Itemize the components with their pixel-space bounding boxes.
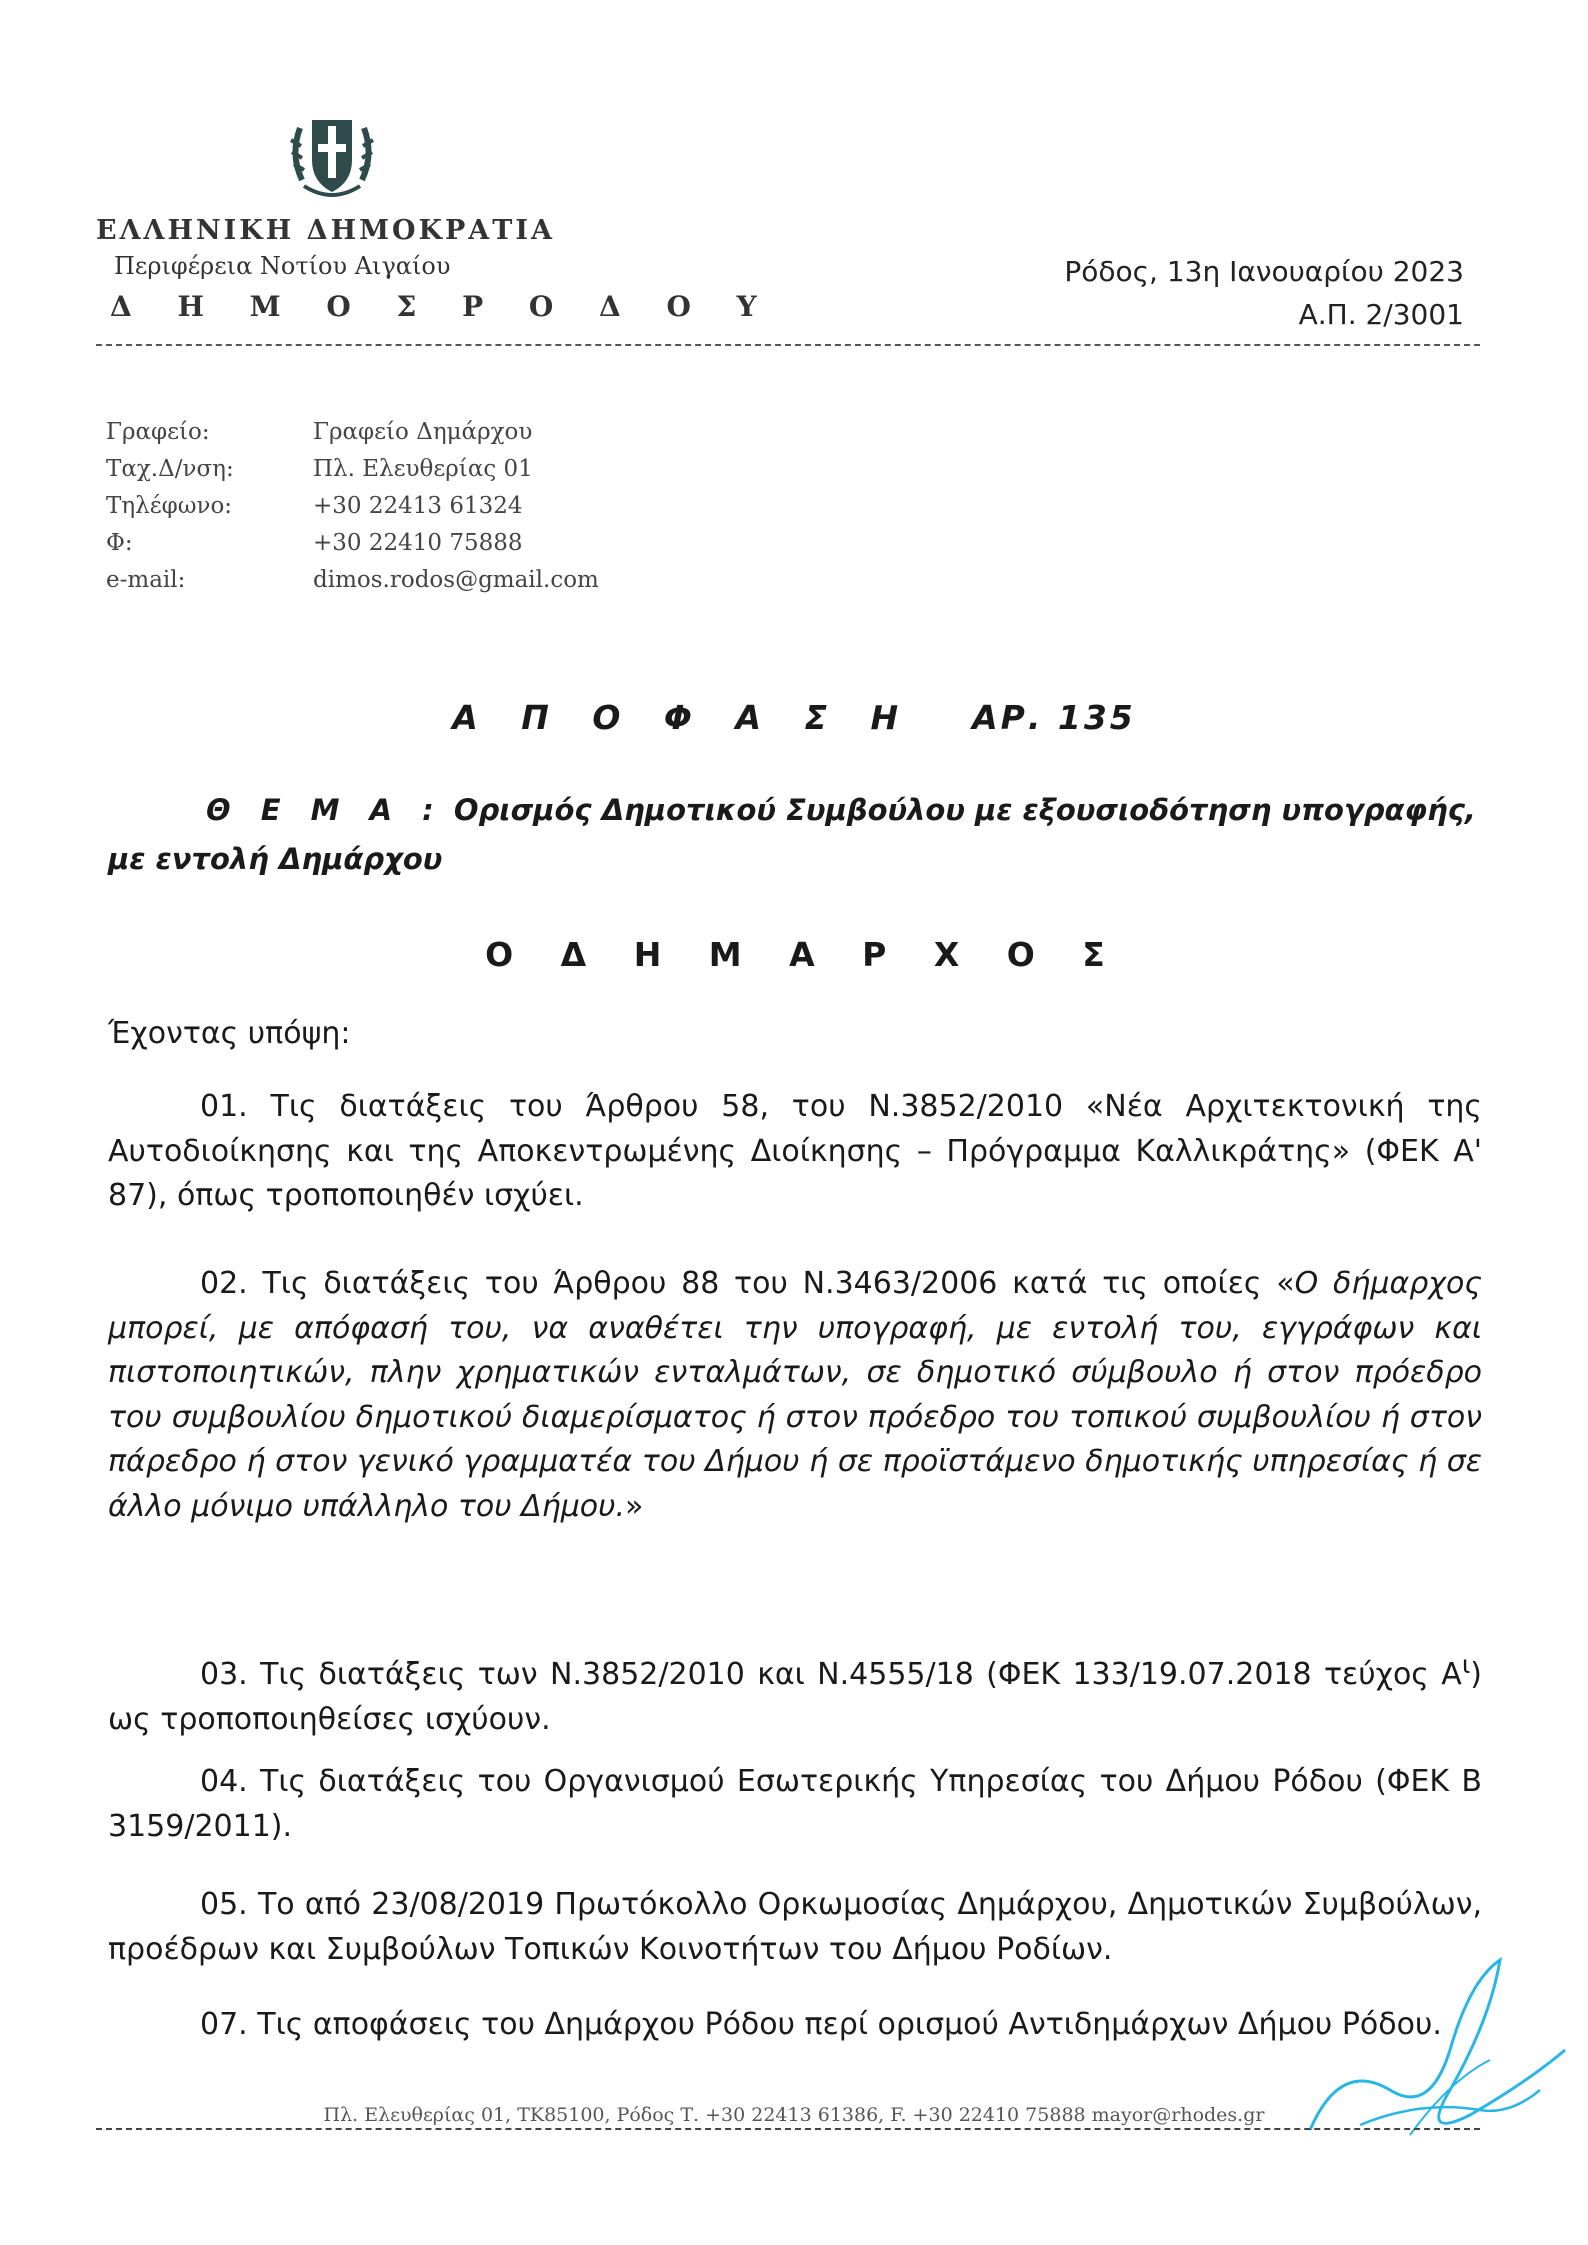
paragraph-02-end: »: [625, 1488, 644, 1524]
municipality-name: Δ Η Μ Ο Σ Ρ Ο Δ Ο Υ: [110, 290, 775, 323]
contact-label: Φ:: [106, 530, 133, 556]
contact-label: e-mail:: [106, 567, 186, 593]
paragraph-04: 04. Τις διατάξεις του Οργανισμού Εσωτερικής Υπηρεσίας του Δήμου Ρόδου (ΦΕΚ Β 3159/2011).: [108, 1764, 1482, 1844]
contact-label: Γραφείο:: [106, 419, 210, 445]
paragraph-07: 07. Τις αποφάσεις του Δημάρχου Ρόδου περί ορισμού Αντιδημάρχων Δήμου Ρόδου.: [200, 2007, 1442, 2042]
subject-text: Ορισμός Δημοτικού Συμβούλου με εξουσιοδότηση υπογραφής, με εντολή Δημάρχου: [108, 793, 1476, 876]
country-name: ΕΛΛΗΝΙΚΗ ΔΗΜΟΚΡΑΤΙΑ: [96, 215, 555, 246]
decision-title-text: Α Π Ο Φ Α Σ Η: [452, 698, 915, 737]
contact-value: Πλ. Ελευθερίας 01: [313, 456, 533, 482]
contact-block: [106, 414, 599, 599]
paragraph-03-end: ) ως τροποποιηθείσες ισχύουν.: [108, 1657, 1482, 1737]
contact-row: [106, 414, 599, 451]
mayor-heading: Ο Δ Η Μ Α Ρ Χ Ο Σ: [485, 935, 1123, 974]
intro-text: Έχοντας υπόψη:: [108, 1016, 351, 1051]
protocol-number: Α.Π. 2/3001: [1298, 298, 1464, 331]
contact-row: [106, 488, 599, 525]
contact-row: [106, 451, 599, 488]
contact-value: Γραφείο Δημάρχου: [313, 419, 533, 445]
paragraph-02-lead: 02. Τις διατάξεις του Άρθρου 88 του Ν.3463/2006 κατά τις οποίες «: [200, 1266, 1295, 1301]
paragraph-03-text: 03. Τις διατάξεις των Ν.3852/2010 και Ν.4555/18 (ΦΕΚ 133/19.07.2018 τεύχος Α: [200, 1657, 1462, 1692]
header-divider: [96, 344, 1480, 346]
hellenic-republic-emblem-icon: [282, 100, 382, 210]
contact-row: [106, 525, 599, 562]
contact-label: Τηλέφωνο:: [106, 493, 233, 519]
header-date-block: [1064, 250, 1464, 336]
footer-address: Πλ. Ελευθερίας 01, ΤΚ85100, Ρόδος Τ. +30 22413 61386, F. +30 22410 75888 mayor@rhodes.gr: [323, 2104, 1265, 2126]
paragraph-02-quote: Ο δήμαρχος μπορεί, με απόφασή του, να αναθέτει την υπογραφή, με εντολή του, εγγράφων και πιστοποιητικών, πλην χρηματικών ενταλμάτων, σε δημοτικό σύμβουλο ή στον πρόεδρο του συμβουλίου δημοτικού διαμερίσματος ή στον πρόεδρο του τοπικού συμβουλίου ή στον πάρεδρο ή στον γενικό γραμματέα του Δήμου ή σε προϊστάμενο δημοτικής υπηρεσίας ή σε άλλο μόνιμο υπάλληλο του Δήμου.: [108, 1266, 1483, 1524]
subject-label: Θ Ε Μ Α :: [206, 793, 444, 827]
paragraph-03: [108, 1643, 1482, 1742]
contact-value: +30 22413 61324: [313, 493, 523, 519]
contact-label: Ταχ.Δ/νση:: [106, 456, 234, 482]
signature-icon: [1300, 1940, 1570, 2160]
contact-value: +30 22410 75888: [313, 530, 523, 556]
contact-row: [106, 562, 599, 599]
paragraph-02: [108, 1262, 1482, 1529]
decision-number: ΑΡ. 135: [972, 698, 1136, 737]
header-issuer: [96, 215, 775, 323]
footer-divider: [96, 2128, 1480, 2130]
paragraph-01: 01. Τις διατάξεις του Άρθρου 58, του Ν.3852/2010 «Νέα Αρχιτεκτονική της Αυτοδιοίκησης και της Αποκεντρωμένης Διοίκησης – Πρόγραμμα Καλλικράτης» (ΦΕΚ Α' 87), όπως τροποποιηθέν ισχύει.: [108, 1089, 1482, 1213]
subject-line: [108, 786, 1482, 884]
paragraph-05: 05. Το από 23/08/2019 Πρωτόκολλο Ορκωμοσίας Δημάρχου, Δημοτικών Συμβούλων, προέδρων και Συμβούλων Τοπικών Κοινοτήτων του Δήμου Ροδίων.: [108, 1887, 1482, 1967]
contact-email: dimos.rodos@gmail.com: [313, 567, 599, 593]
decision-title: [0, 698, 1588, 737]
paragraph-03-superscript: ι: [1461, 1650, 1471, 1679]
place-date: Ρόδος, 13η Ιανουαρίου 2023: [1064, 255, 1464, 288]
region-name: Περιφέρεια Νοτίου Αιγαίου: [114, 252, 451, 280]
